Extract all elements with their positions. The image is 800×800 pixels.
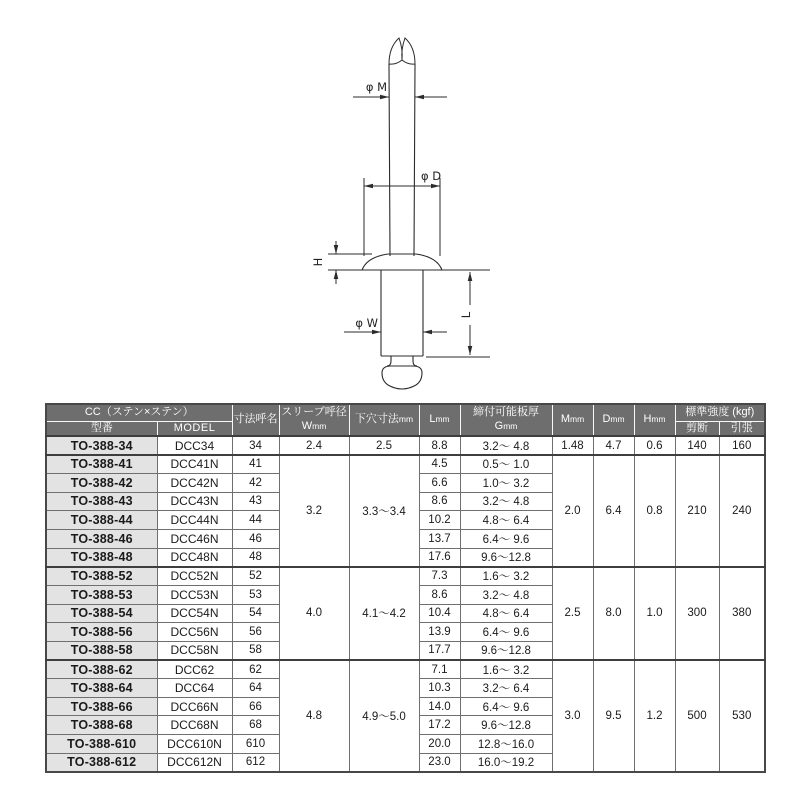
cell-model: DCC612N: [157, 753, 232, 772]
cell-shear: 210: [675, 455, 719, 567]
cell-sleeve-dia: 2.4: [279, 436, 349, 455]
cell-h: 0.8: [634, 455, 675, 567]
header-strength: 標準強度 (kgf): [675, 404, 765, 421]
cell-size-name: 610: [232, 735, 279, 754]
header-m: Mmm: [552, 404, 593, 436]
cell-grip-range: 1.6～ 3.2: [460, 660, 552, 679]
cell-length: 13.9: [419, 623, 460, 642]
cell-h: 1.2: [634, 660, 675, 772]
cell-d: 8.0: [593, 567, 634, 660]
cell-length: 8.8: [419, 436, 460, 455]
dimension-phi-m: [353, 80, 447, 99]
phi-d-label: φ D: [421, 169, 442, 183]
cell-model: DCC62: [157, 660, 232, 679]
cell-model: DCC41N: [157, 455, 232, 474]
cell-part-number: TO-388-54: [46, 604, 157, 623]
header-part-number: 型番: [46, 421, 157, 436]
cell-part-number: TO-388-58: [46, 641, 157, 660]
cell-d: 9.5: [593, 660, 634, 772]
cell-length: 7.3: [419, 567, 460, 586]
cell-length: 10.2: [419, 511, 460, 530]
cell-tensile: 160: [719, 436, 765, 455]
dimension-phi-d: [364, 169, 441, 256]
cell-grip-range: 3.2～ 6.4: [460, 679, 552, 698]
table-header: [46, 404, 765, 436]
cell-part-number: TO-388-42: [46, 474, 157, 493]
cell-grip-range: 1.6～ 3.2: [460, 567, 552, 586]
table-group: [46, 436, 765, 455]
cell-model: DCC46N: [157, 529, 232, 548]
cell-size-name: 44: [232, 511, 279, 530]
cell-hole-size: 2.5: [349, 436, 419, 455]
spec-table: [45, 403, 766, 773]
cell-part-number: TO-388-612: [46, 753, 157, 772]
cell-length: 17.6: [419, 548, 460, 567]
header-h: Hmm: [634, 404, 675, 436]
cell-length: 20.0: [419, 735, 460, 754]
cell-part-number: TO-388-46: [46, 529, 157, 548]
cell-shear: 500: [675, 660, 719, 772]
cell-grip-range: 6.4～ 9.6: [460, 623, 552, 642]
table-row: [46, 436, 765, 455]
header-d: Dmm: [593, 404, 634, 436]
rivet-head: [328, 254, 490, 270]
cell-part-number: TO-388-48: [46, 548, 157, 567]
cell-h: 1.0: [634, 567, 675, 660]
cell-length: 7.1: [419, 660, 460, 679]
cell-size-name: 56: [232, 623, 279, 642]
cell-part-number: TO-388-68: [46, 716, 157, 735]
cell-model: DCC56N: [157, 623, 232, 642]
header-series: CC（ステン×ステン）: [46, 404, 232, 421]
cell-m: 1.48: [552, 436, 593, 455]
cell-length: 23.0: [419, 753, 460, 772]
cell-part-number: TO-388-64: [46, 679, 157, 698]
table-group: [46, 660, 765, 772]
cell-m: 2.5: [552, 567, 593, 660]
cell-grip-range: 6.4～ 9.6: [460, 529, 552, 548]
cell-grip-range: 9.6～12.8: [460, 716, 552, 735]
cell-size-name: 42: [232, 474, 279, 493]
dimension-l: [426, 272, 490, 357]
cell-grip-range: 6.4～ 9.6: [460, 697, 552, 716]
cell-grip-range: 4.8～ 6.4: [460, 511, 552, 530]
cell-length: 17.2: [419, 716, 460, 735]
cell-size-name: 58: [232, 641, 279, 660]
cell-size-name: 54: [232, 604, 279, 623]
cell-model: DCC52N: [157, 567, 232, 586]
cell-model: DCC68N: [157, 716, 232, 735]
cell-m: 3.0: [552, 660, 593, 772]
cell-tensile: 240: [719, 455, 765, 567]
cell-model: DCC42N: [157, 474, 232, 493]
header-size-name: 寸法呼名: [232, 404, 279, 436]
table-row: [46, 660, 765, 679]
table-group: [46, 567, 765, 660]
cell-part-number: TO-388-66: [46, 697, 157, 716]
cell-size-name: 62: [232, 660, 279, 679]
cell-size-name: 41: [232, 455, 279, 474]
cell-model: DCC34: [157, 436, 232, 455]
cell-sleeve-dia: 4.0: [279, 567, 349, 660]
cell-grip-range: 3.2～ 4.8: [460, 585, 552, 604]
cell-part-number: TO-388-52: [46, 567, 157, 586]
cell-grip-range: 4.8～ 6.4: [460, 604, 552, 623]
cell-model: DCC44N: [157, 511, 232, 530]
header-tensile: 引張: [719, 421, 765, 436]
cell-tensile: 380: [719, 567, 765, 660]
cell-model: DCC610N: [157, 735, 232, 754]
cell-shear: 140: [675, 436, 719, 455]
header-grip-range: 締付可能板厚 Gmm: [460, 404, 552, 436]
cell-part-number: TO-388-53: [46, 585, 157, 604]
cell-grip-range: 3.2～ 4.8: [460, 436, 552, 455]
cell-part-number: TO-388-41: [46, 455, 157, 474]
cell-grip-range: 9.6～12.8: [460, 641, 552, 660]
cell-size-name: 64: [232, 679, 279, 698]
cell-shear: 300: [675, 567, 719, 660]
cell-hole-size: 4.9～5.0: [349, 660, 419, 772]
cell-part-number: TO-388-610: [46, 735, 157, 754]
cell-model: DCC64: [157, 679, 232, 698]
cell-grip-range: 12.8～16.0: [460, 735, 552, 754]
cell-sleeve-dia: 3.2: [279, 455, 349, 567]
header-model: MODEL: [157, 421, 232, 436]
cell-grip-range: 16.0～19.2: [460, 753, 552, 772]
cell-length: 13.7: [419, 529, 460, 548]
cell-grip-range: 3.2～ 4.8: [460, 492, 552, 511]
cell-size-name: 68: [232, 716, 279, 735]
phi-m-label: φ M: [365, 80, 387, 94]
cell-part-number: TO-388-56: [46, 623, 157, 642]
cell-model: DCC66N: [157, 697, 232, 716]
cell-size-name: 43: [232, 492, 279, 511]
cell-length: 4.5: [419, 455, 460, 474]
header-sleeve-dia: スリーブ呼径 Wmm: [279, 404, 349, 436]
l-label: L: [459, 311, 473, 319]
rivet-body: [381, 270, 423, 356]
cell-model: DCC48N: [157, 548, 232, 567]
table-row: [46, 567, 765, 586]
cell-model: DCC53N: [157, 585, 232, 604]
cell-size-name: 46: [232, 529, 279, 548]
cell-part-number: TO-388-62: [46, 660, 157, 679]
cell-length: 10.4: [419, 604, 460, 623]
mandrel-head: [382, 356, 422, 389]
cell-size-name: 48: [232, 548, 279, 567]
cell-hole-size: 4.1～4.2: [349, 567, 419, 660]
header-hole-size: 下穴寸法mm: [349, 404, 419, 436]
cell-length: 8.6: [419, 492, 460, 511]
cell-size-name: 52: [232, 567, 279, 586]
table-row: [46, 455, 765, 474]
cell-model: DCC58N: [157, 641, 232, 660]
cell-length: 17.7: [419, 641, 460, 660]
cell-m: 2.0: [552, 455, 593, 567]
cell-model: DCC54N: [157, 604, 232, 623]
cell-size-name: 66: [232, 697, 279, 716]
mandrel-stem: [389, 38, 415, 256]
cell-model: DCC43N: [157, 492, 232, 511]
cell-grip-range: 0.5～ 1.0: [460, 455, 552, 474]
phi-w-label: φ W: [355, 316, 378, 330]
cell-part-number: TO-388-34: [46, 436, 157, 455]
cell-length: 14.0: [419, 697, 460, 716]
cell-length: 8.6: [419, 585, 460, 604]
cell-size-name: 612: [232, 753, 279, 772]
cell-size-name: 34: [232, 436, 279, 455]
header-shear: 剪断: [675, 421, 719, 436]
dimension-phi-w: [344, 316, 447, 334]
cell-grip-range: 9.6～12.8: [460, 548, 552, 567]
h-label: H: [311, 257, 325, 267]
table-group: [46, 455, 765, 567]
cell-length: 10.3: [419, 679, 460, 698]
cell-size-name: 53: [232, 585, 279, 604]
cell-d: 4.7: [593, 436, 634, 455]
cell-tensile: 530: [719, 660, 765, 772]
cell-sleeve-dia: 4.8: [279, 660, 349, 772]
cell-grip-range: 1.0～ 3.2: [460, 474, 552, 493]
cell-hole-size: 3.3～3.4: [349, 455, 419, 567]
dimension-h: [311, 241, 372, 284]
cell-d: 6.4: [593, 455, 634, 567]
cell-part-number: TO-388-43: [46, 492, 157, 511]
cell-length: 6.6: [419, 474, 460, 493]
header-length: Lmm: [419, 404, 460, 436]
cell-h: 0.6: [634, 436, 675, 455]
cell-part-number: TO-388-44: [46, 511, 157, 530]
